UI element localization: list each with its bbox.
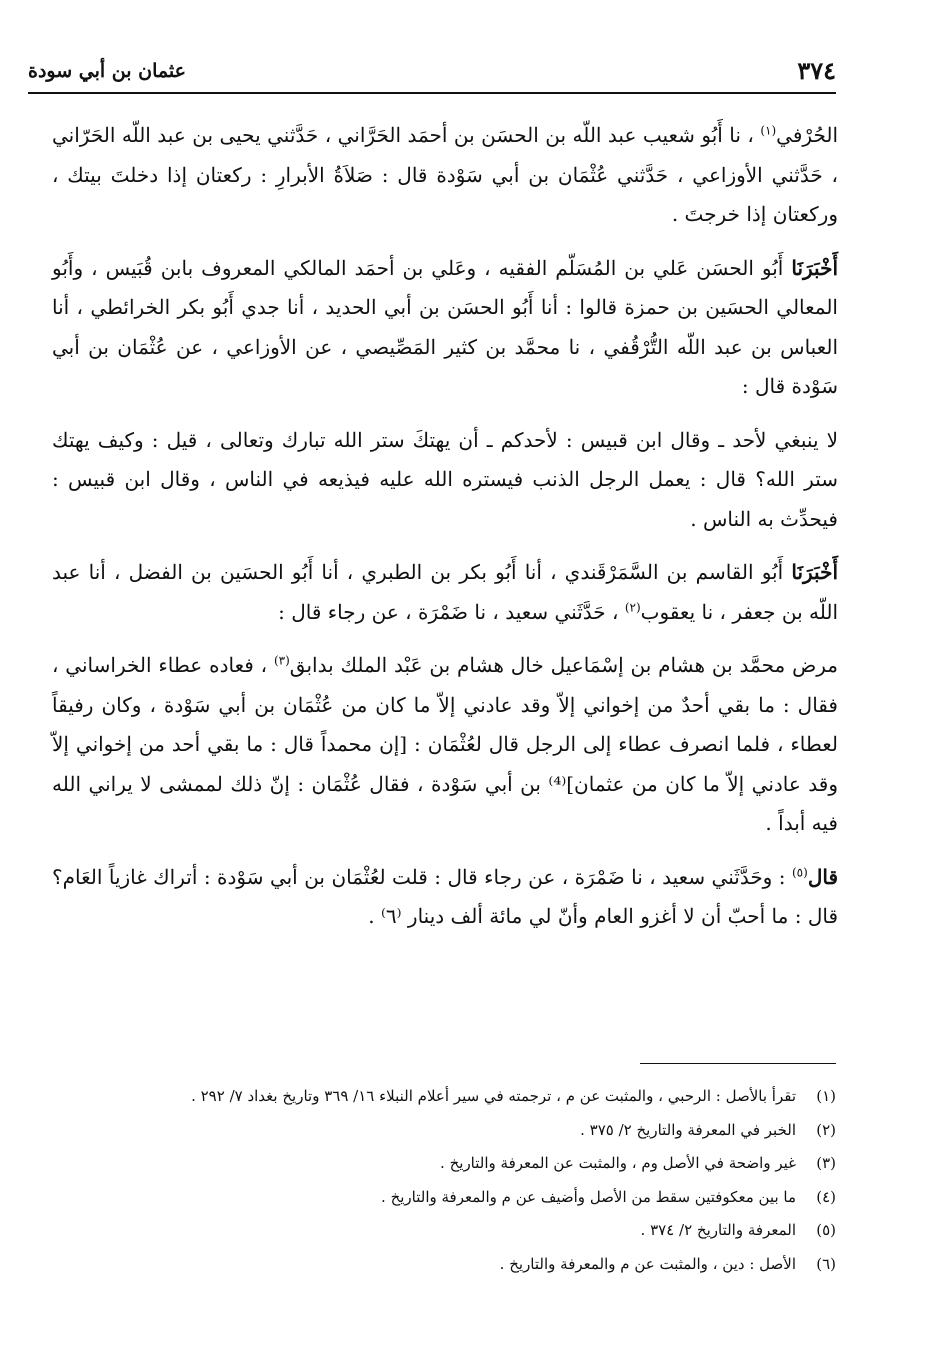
paragraph-text: لا ينبغي لأحد ـ وقال ابن قبيس : لأحدكم ـ أن يهتكَ ستر الله تبارك وتعالى ، قيل : وكيف يهتك ستر الله؟ قال : يعمل الرجل الذنب فيستره الله عليه فيذيعه في الناس ، وقال ابن قبيس : فيحدِّث به الناس . <box>52 427 838 531</box>
footnote-ref: (٥) <box>791 864 808 879</box>
paragraph-3 <box>52 421 838 540</box>
paragraph-text: ، فعاده عطاء الخراساني ، فقال : ما بقي أحدٌ من إخواني إلاّ وقد عادني إلاّ ما كان من عُثْمَان بن أبي سَوْدة ، وكان رفيقاً لعطاء ، فلما انصرف عطاء إلى الرجل قال لعُثْمَان : [إن محمداً قال : ما بقي أحد من إخواني إلاّ وقد عادني إلاّ ما كان من عثمان]⁽⁴⁾ بن أبي سَوْدة ، فقال عُثْمَان : إنّ ذلك لممشى لا يراني الله فيه أبداً . <box>52 653 838 835</box>
footnote-item <box>70 1181 836 1215</box>
paragraph-6 <box>52 858 838 937</box>
paragraph-text: مرض محمَّد بن هشام بن إسْمَاعيل خال هشام بن عَبْد الملك بدابق <box>289 653 838 677</box>
paragraph-4 <box>52 553 838 632</box>
isnad-keyword: أَخْبَرَنَا <box>791 255 838 280</box>
footnote-number: (٣) <box>816 1154 836 1172</box>
footnote-item <box>70 1114 836 1148</box>
footnotes <box>70 1080 836 1281</box>
footnote-number: (٦) <box>816 1254 836 1273</box>
paragraph-text: أَبُو الحسَن عَلي بن المُسَلّم الفقيه ، وعَلي بن أحمَد المالكي المعروف بابن قُبَيس ، وأَبُو المعالي الحسَين بن حمزة قالوا : أنا أَبُو الحسَن بن أبي الحديد ، أنا جدي أَبُو بكر الخرائطي ، أنا العباس بن عبد اللّه التُّرْقُفي ، نا محمَّد بن كثير المَصِّيصي ، عن الأوزاعي ، عن عُثْمَان بن أبي سَوْدة قال : <box>52 255 838 398</box>
footnote-text: غير واضحة في الأصل وم ، والمثبت عن المعرفة والتاريخ . <box>440 1154 796 1172</box>
footnote-text: تقرأ بالأصل : الرحبي ، والمثبت عن م ، ترجمته في سير أعلام النبلاء ١٦/ ٣٦٩ وتاريخ بغداد ٧/ ٢٩٢ . <box>191 1087 796 1105</box>
paragraph-text: ، نا أَبُو شعيب عبد اللّه بن الحسَن بن أحمَد الحَرَّاني ، حَدَّثني يحيى بن عبد اللّه الحَرّاني ، حَدَّثني الأوزاعي ، حَدَّثني عُثْمَان بن أبي سَوْدة قال : صَلاَةُ الأبرارِ : ركعتان إذا دخلتَ بيتك ، وركعتان إذا خرجتَ . <box>52 123 838 226</box>
running-title: عثمان بن أبي سودة <box>28 60 186 82</box>
isnad-keyword: أَخْبَرَنَا <box>791 560 838 584</box>
paragraph-2 <box>52 249 838 407</box>
page-header <box>28 52 836 94</box>
footnote-number: (٥) <box>816 1221 836 1239</box>
main-text <box>52 116 838 951</box>
footnote-text: المعرفة والتاريخ ٢/ ٣٧٤ . <box>640 1221 796 1239</box>
footnote-ref: (١) <box>760 123 777 138</box>
footnote-text: الخبر في المعرفة والتاريخ ٢/ ٣٧٥ . <box>580 1120 796 1139</box>
footnote-text: ما بين معكوفتين سقط من الأصل وأضيف عن م والمعرفة والتاريخ . <box>381 1187 796 1206</box>
footnote-item <box>70 1147 836 1181</box>
footnote-number: (٢) <box>816 1120 836 1139</box>
footnote-item <box>70 1214 836 1248</box>
footnote-text: الأصل : دين ، والمثبت عن م والمعرفة والتاريخ . <box>499 1254 796 1273</box>
isnad-keyword: قال <box>807 864 838 889</box>
paragraph-text: ، حَدَّثَني سعيد ، نا ضَمْرَة ، عن رجاء قال : <box>278 599 625 624</box>
footnote-item <box>70 1080 836 1114</box>
paragraph-text: : وحَدَّثَني سعيد ، نا ضَمْرَة ، عن رجاء قال : قلت لعُثْمَان بن أبي سَوْدة : أتراك غازياً العَام؟ قال : ما أحبّ أن لا أغزو العام وأنّ لي مائة ألف دينار ⁽٦⁾ . <box>52 864 838 928</box>
footnote-divider <box>640 1063 836 1064</box>
paragraph-text: الحُرْفي <box>776 123 838 147</box>
footnote-item <box>70 1248 836 1282</box>
footnote-number: (١) <box>816 1087 836 1105</box>
paragraph-5 <box>52 646 838 844</box>
footnote-number: (٤) <box>816 1187 836 1206</box>
paragraph-1 <box>52 116 838 235</box>
footnote-ref: (٣) <box>273 653 290 668</box>
page-number: ٣٧٤ <box>797 56 836 85</box>
paragraph-text: أَبُو القاسم بن السَّمَرْقَندي ، أنا أَبُو بكر بن الطبري ، أنا أَبُو الحسَين بن الفضل ، أنا عبد اللّه بن جعفر ، نا يعقوب <box>52 560 838 624</box>
footnote-ref: (٢) <box>624 599 641 614</box>
